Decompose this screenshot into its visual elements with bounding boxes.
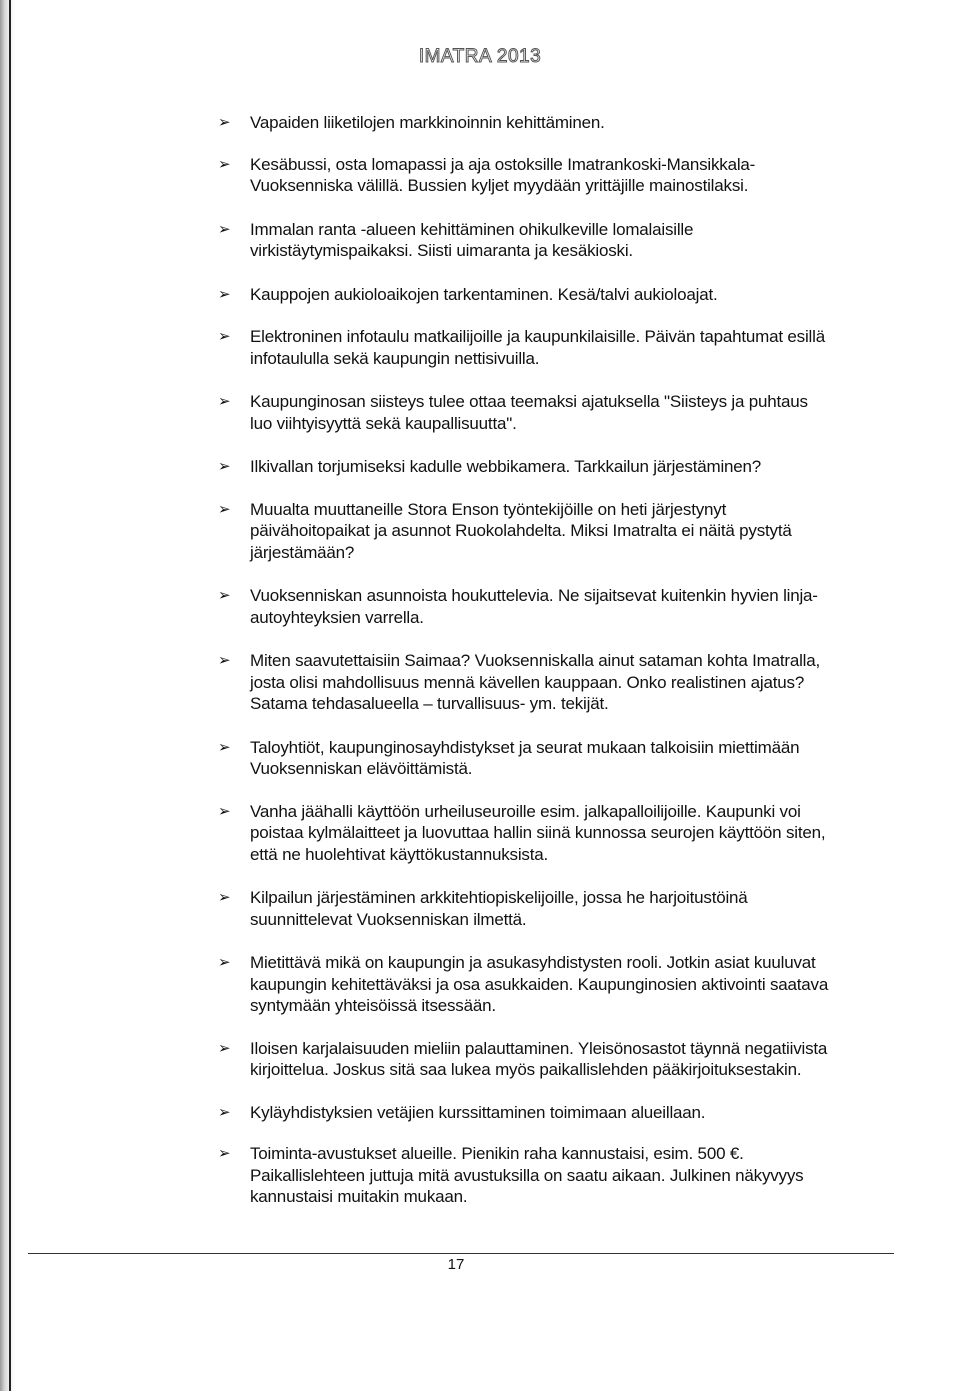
list-item-text: Kaupunginosan siisteys tulee ottaa teemaksi ajatuksella "Siisteys ja puhtaus luo viihtyisyyttä sekä kaupallisuutta". bbox=[250, 392, 808, 433]
list-item-text: Taloyhtiöt, kaupunginosayhdistykset ja seurat mukaan talkoisiin miettimään Vuoksenniskan elävöittämistä. bbox=[250, 737, 800, 778]
list-item-text: Elektroninen infotaulu matkailijoille ja kaupunkilaisille. Päivän tapahtumat esillä infotaululla sekä kaupungin nettisivuilla. bbox=[250, 327, 825, 368]
arrow-bullet-icon: ➢ bbox=[218, 652, 231, 669]
scan-binding-line bbox=[9, 0, 11, 1391]
arrow-bullet-icon: ➢ bbox=[218, 1039, 231, 1057]
arrow-bullet-icon: ➢ bbox=[218, 328, 231, 345]
list-item bbox=[218, 284, 830, 306]
page-number: 17 bbox=[447, 1256, 465, 1273]
list-item-text: Miten saavutettaisiin Saimaa? Vuoksenniskalla ainut sataman kohta Imatralla, josta olisi mahdollisuus mennä kävellen kauppaan. Onko realistinen ajatus? Satama tehdasalueella – turvallisuus- ym. tekijät. bbox=[250, 651, 821, 713]
list-item bbox=[218, 1102, 830, 1124]
arrow-bullet-icon: ➢ bbox=[218, 500, 231, 518]
list-item bbox=[218, 391, 830, 434]
arrow-bullet-icon: ➢ bbox=[218, 889, 231, 906]
list-item-text: Vapaiden liiketilojen markkinoinnin kehittäminen. bbox=[250, 113, 605, 132]
list-item-text: Vuoksenniskan asunnoista houkuttelevia. Ne sijaitsevat kuitenkin hyvien linja-autoyhteyksien varrella. bbox=[250, 586, 818, 627]
list-item bbox=[218, 952, 830, 1017]
list-item bbox=[218, 456, 830, 478]
list-item-text: Muualta muuttaneille Stora Enson työntekijöille on heti järjestynyt päivähoitopaikat ja asunnot Ruokolahdelta. Miksi Imatralta ei näitä pystytä järjestämään? bbox=[250, 499, 792, 562]
arrow-bullet-icon: ➢ bbox=[218, 458, 231, 475]
arrow-bullet-icon: ➢ bbox=[218, 954, 231, 971]
list-item bbox=[218, 801, 830, 866]
list-item-text: Ilkivallan torjumiseksi kadulle webbikamera. Tarkkailun järjestäminen? bbox=[250, 457, 762, 476]
list-item-text: Kyläyhdistyksien vetäjien kurssittaminen toimimaan alueillaan. bbox=[250, 1102, 706, 1122]
list-item-text: Immalan ranta -alueen kehittäminen ohikulkeville lomalaisille virkistäytymispaikaksi. Siisti uimaranta ja kesäkioski. bbox=[250, 219, 694, 260]
list-item bbox=[218, 650, 830, 715]
list-item bbox=[218, 585, 830, 628]
list-item-text: Mietittävä mikä on kaupungin ja asukasyhdistysten rooli. Jotkin asiat kuuluvat kaupungin kehitettäväksi ja osa asukkaiden. Kaupunginosien aktivointi saatava syntymään yhteisöissä itsessään. bbox=[250, 953, 829, 1015]
list-item-text: Toiminta-avustukset alueille. Pienikin raha kannustaisi, esim. 500 €. Paikallislehteen juttuja mitä avustuksilla on saatu aikaan. Julkinen näkyvyys kannustaisi muitakin mukaan. bbox=[250, 1144, 804, 1206]
arrow-bullet-icon: ➢ bbox=[218, 393, 231, 410]
footer-divider bbox=[28, 1253, 894, 1254]
page-header: IMATRA 2013 bbox=[418, 46, 542, 67]
arrow-bullet-icon: ➢ bbox=[218, 1103, 231, 1121]
list-item bbox=[218, 499, 830, 564]
arrow-bullet-icon: ➢ bbox=[218, 220, 231, 238]
list-item bbox=[218, 737, 830, 780]
arrow-bullet-icon: ➢ bbox=[218, 802, 231, 820]
arrow-bullet-icon: ➢ bbox=[218, 1145, 231, 1162]
arrow-bullet-icon: ➢ bbox=[218, 587, 231, 604]
arrow-bullet-icon: ➢ bbox=[218, 738, 231, 756]
scan-spine-shadow bbox=[0, 0, 16, 1391]
list-item bbox=[218, 154, 830, 197]
list-item bbox=[218, 1143, 830, 1208]
list-item bbox=[218, 887, 830, 930]
list-item bbox=[218, 1038, 830, 1081]
list-item-text: Kilpailun järjestäminen arkkitehtiopiskelijoille, jossa he harjoitustöinä suunnittelevat Vuoksenniskan ilmettä. bbox=[250, 888, 748, 929]
list-item-text: Iloisen karjalaisuuden mieliin palauttaminen. Yleisönosastot täynnä negatiivista kirjoittelua. Joskus sitä saa lukea myös paikallislehden pääkirjoituksestakin. bbox=[250, 1038, 828, 1079]
list-item-text: Vanha jäähalli käyttöön urheiluseuroille esim. jalkapalloilijoille. Kaupunki voi poistaa kylmälaitteet ja luovuttaa hallin siinä kunnossa seurojen käyttöön siten, että ne huolehtivat käyttökustannuksista. bbox=[250, 801, 826, 864]
arrow-bullet-icon: ➢ bbox=[218, 285, 231, 303]
list-item-text: Kauppojen aukioloaikojen tarkentaminen. Kesä/talvi aukioloajat. bbox=[250, 284, 718, 304]
arrow-bullet-icon: ➢ bbox=[218, 155, 231, 173]
list-item bbox=[218, 326, 830, 369]
list-item-text: Kesäbussi, osta lomapassi ja aja ostoksille Imatrankoski-Mansikkala-Vuoksenniska välillä. Bussien kyljet myydään yrittäjille mainostilaksi. bbox=[250, 154, 756, 195]
list-item bbox=[218, 219, 830, 262]
bullet-list bbox=[218, 112, 830, 1208]
list-item bbox=[218, 112, 830, 134]
arrow-bullet-icon: ➢ bbox=[218, 114, 231, 131]
